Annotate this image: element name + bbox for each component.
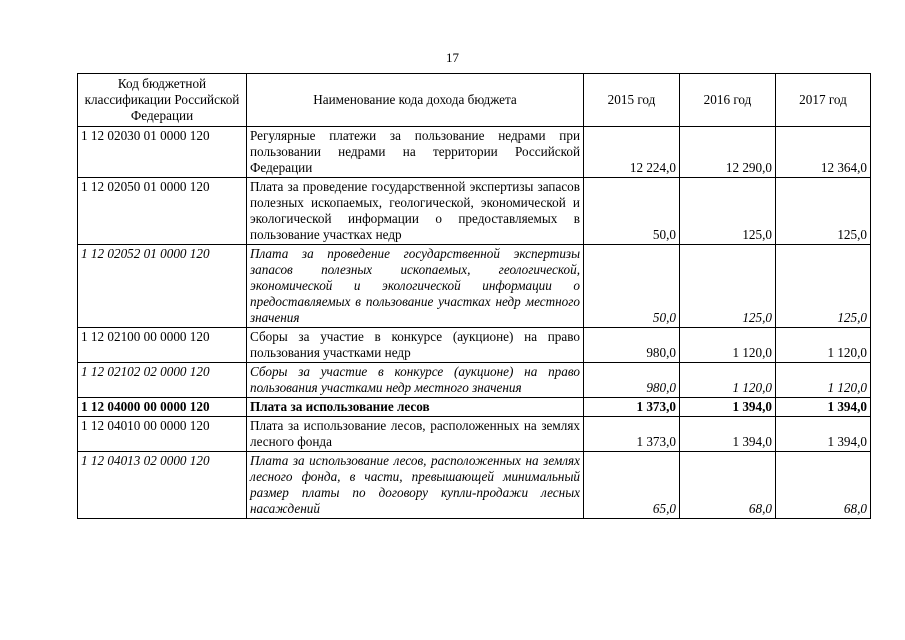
table-row [78, 178, 871, 245]
cell-name: Плата за проведение государственной экспертизы запасов полезных ископаемых, геологической, экономической и экологической информации о предоставляемых в пользование участках недр местного значения [247, 245, 584, 328]
cell-code: 1 12 04013 02 0000 120 [78, 452, 247, 519]
cell-2017: 68,0 [776, 452, 871, 519]
cell-2017: 1 120,0 [776, 363, 871, 398]
cell-code: 1 12 02100 00 0000 120 [78, 328, 247, 363]
header-income-name: Наименование кода дохода бюджета [247, 74, 584, 127]
cell-2015: 980,0 [584, 363, 680, 398]
cell-2015: 980,0 [584, 328, 680, 363]
cell-name: Регулярные платежи за пользование недрами при пользовании недрами на территории Российской Федерации [247, 127, 584, 178]
table-row [78, 417, 871, 452]
cell-2016: 125,0 [680, 245, 776, 328]
cell-2017: 125,0 [776, 178, 871, 245]
table-row [78, 328, 871, 363]
header-year-2016: 2016 год [680, 74, 776, 127]
header-year-2017: 2017 год [776, 74, 871, 127]
cell-code: 1 12 02052 01 0000 120 [78, 245, 247, 328]
page-number: 17 [446, 50, 459, 65]
cell-code: 1 12 02030 01 0000 120 [78, 127, 247, 178]
cell-2015: 12 224,0 [584, 127, 680, 178]
header-budget-code: Код бюджетной классификации Российской Федерации [78, 74, 247, 127]
cell-name: Сборы за участие в конкурсе (аукционе) на право пользования участками недр местного значения [247, 363, 584, 398]
table-row [78, 398, 871, 417]
cell-2016: 1 120,0 [680, 328, 776, 363]
cell-2015: 50,0 [584, 245, 680, 328]
table-row [78, 245, 871, 328]
table-header-row [78, 74, 871, 127]
cell-2016: 68,0 [680, 452, 776, 519]
cell-name: Плата за проведение государственной экспертизы запасов полезных ископаемых, геологической, экономической и экологической информации о предоставляемых в пользование участках недр [247, 178, 584, 245]
cell-name: Сборы за участие в конкурсе (аукционе) на право пользования участками недр [247, 328, 584, 363]
cell-2017: 125,0 [776, 245, 871, 328]
budget-revenue-table [77, 73, 871, 519]
cell-name: Плата за использование лесов, расположенных на землях лесного фонда [247, 417, 584, 452]
cell-2015: 1 373,0 [584, 398, 680, 417]
cell-2015: 65,0 [584, 452, 680, 519]
cell-name: Плата за использование лесов [247, 398, 584, 417]
cell-name: Плата за использование лесов, расположенных на землях лесного фонда, в части, превышающей минимальный размер платы по договору купли-продажи лесных насаждений [247, 452, 584, 519]
cell-2015: 50,0 [584, 178, 680, 245]
cell-2016: 125,0 [680, 178, 776, 245]
cell-2017: 12 364,0 [776, 127, 871, 178]
cell-2016: 1 120,0 [680, 363, 776, 398]
cell-code: 1 12 02102 02 0000 120 [78, 363, 247, 398]
cell-2016: 1 394,0 [680, 398, 776, 417]
cell-2017: 1 394,0 [776, 398, 871, 417]
header-year-2015: 2015 год [584, 74, 680, 127]
cell-2015: 1 373,0 [584, 417, 680, 452]
cell-code: 1 12 02050 01 0000 120 [78, 178, 247, 245]
cell-2016: 1 394,0 [680, 417, 776, 452]
cell-code: 1 12 04000 00 0000 120 [78, 398, 247, 417]
table-row [78, 127, 871, 178]
table-row [78, 363, 871, 398]
cell-2016: 12 290,0 [680, 127, 776, 178]
table-row [78, 452, 871, 519]
cell-2017: 1 120,0 [776, 328, 871, 363]
cell-code: 1 12 04010 00 0000 120 [78, 417, 247, 452]
cell-2017: 1 394,0 [776, 417, 871, 452]
